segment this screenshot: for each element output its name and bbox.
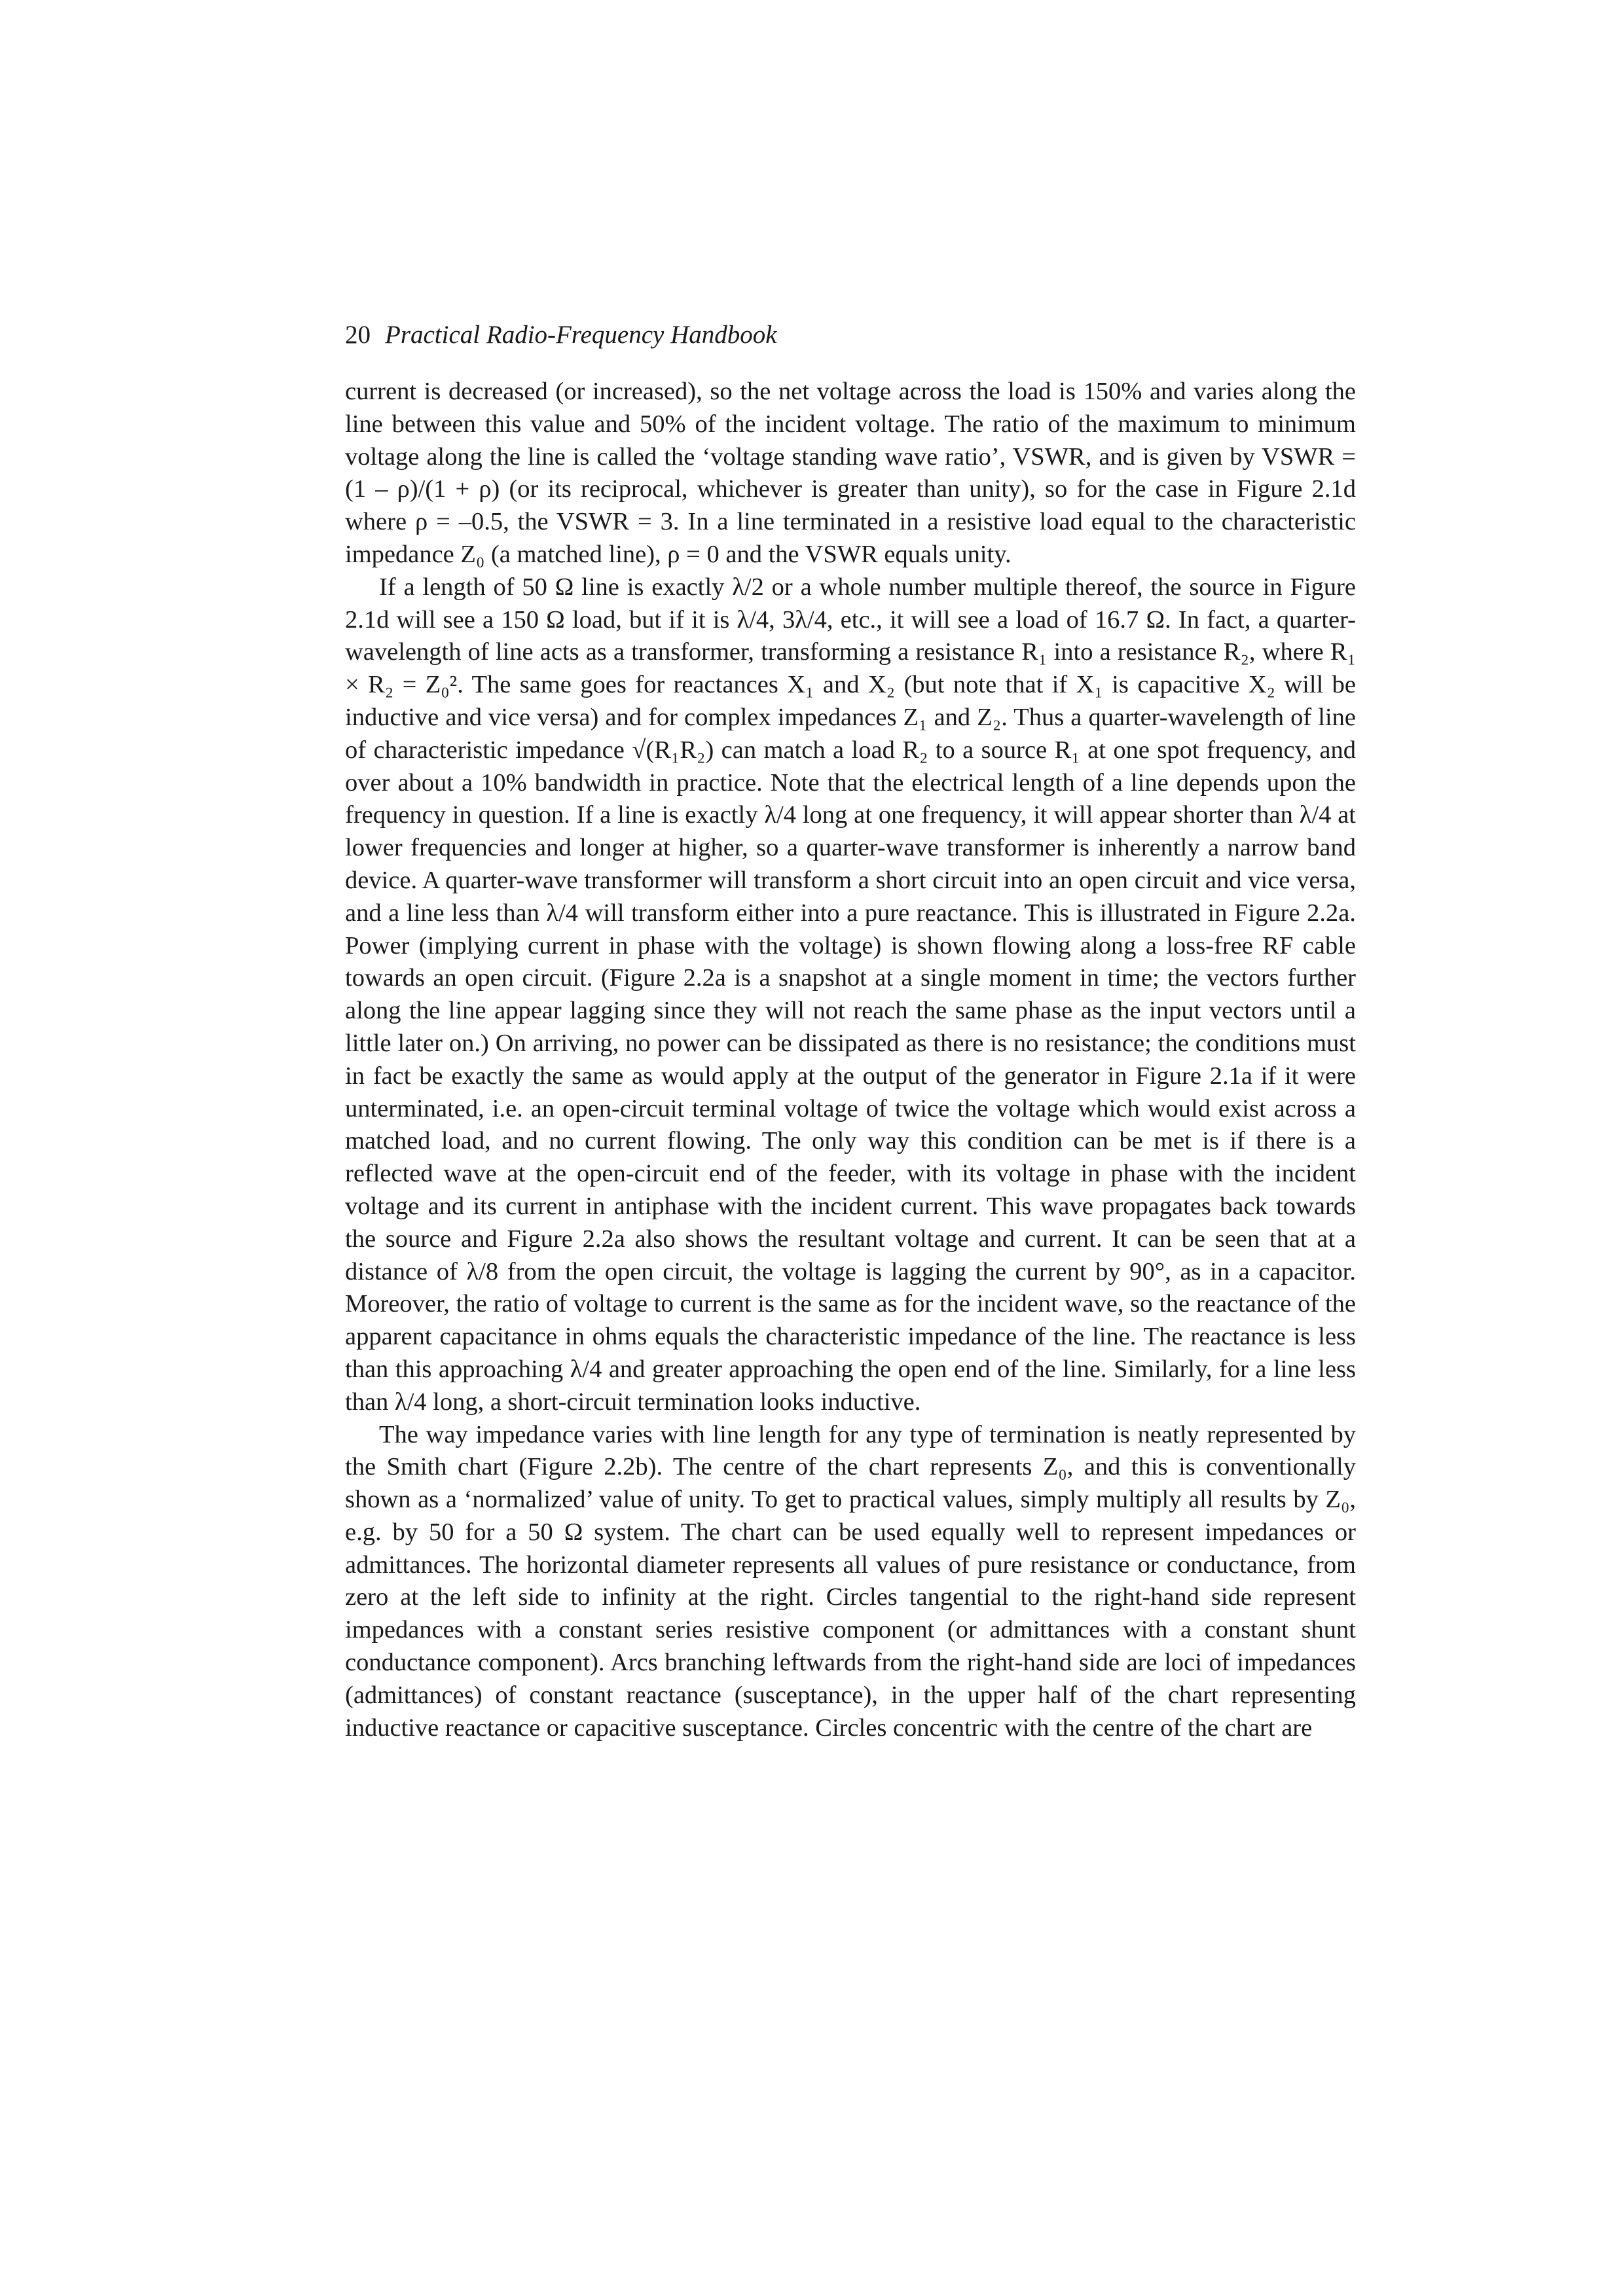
book-page <box>345 318 1356 1744</box>
page-number: 20 <box>345 321 371 349</box>
book-title: Practical Radio-Frequency Handbook <box>385 321 777 349</box>
paragraph-vswr: current is decreased (or increased), so the net voltage across the load is 150% and varies along the line between this value and 50% of the incident voltage. The ratio of the maximum to minimum voltage along the line is called the ‘voltage standing wave ratio’, VSWR, and is given by VSWR = (1 – ρ)/(1 + ρ) (or its reciprocal, whichever is greater than unity), so for the case in Figure 2.1d where ρ = –0.5, the VSWR = 3. In a line terminated in a resistive load equal to the characteristic impedance Z₀ (a matched line), ρ = 0 and the VSWR equals unity. <box>345 378 1356 568</box>
paragraph-smith-chart: The way impedance varies with line length for any type of termination is neatly represented by the Smith chart (Figure 2.2b). The centre of the chart represents Z₀, and this is conventionally shown as a ‘normalized’ value of unity. To get to practical values, simply multiply all results by Z₀, e.g. by 50 for a 50 Ω system. The chart can be used equally well to represent impedances or admittances. The horizontal diameter represents all values of pure resistance or conductance, from zero at the left side to infinity at the right. Circles tangential to the right-hand side represent impedances with a constant series resistive component (or admittances with a constant shunt conductance component). Arcs branching leftwards from the right-hand side are loci of impedances (admittances) of constant reactance (susceptance), in the upper half of the chart representing inductive reactance or capacitive susceptance. Circles concentric with the centre of the chart are <box>345 1420 1356 1742</box>
running-head <box>345 318 1356 352</box>
paragraph-quarter-wave-transformer: If a length of 50 Ω line is exactly λ/2 or a whole number multiple thereof, the source in Figure 2.1d will see a 150 Ω load, but if it is λ/4, 3λ/4, etc., it will see a load of 16.7 Ω. In fact, a quarter-wavelength of line acts as a transformer, transforming a resistance R₁ into a resistance R₂, where R₁ × R₂ = Z₀². The same goes for reactances X₁ and X₂ (but note that if X₁ is capacitive X₂ will be inductive and vice versa) and for complex impedances Z₁ and Z₂. Thus a quarter-wavelength of line of characteristic impedance √(R₁R₂) can match a load R₂ to a source R₁ at one spot frequency, and over about a 10% bandwidth in practice. Note that the electrical length of a line depends upon the frequency in question. If a line is exactly λ/4 long at one frequency, it will appear shorter than λ/4 at lower frequencies and longer at higher, so a quarter-wave transformer is inherently a narrow band device. A quarter-wave transformer will transform a short circuit into an open circuit and vice versa, and a line less than λ/4 will transform either into a pure reactance. This is illustrated in Figure 2.2a. Power (implying current in phase with the voltage) is shown flowing along a loss-free RF cable towards an open circuit. (Figure 2.2a is a snapshot at a single moment in time; the vectors further along the line appear lagging since they will not reach the same phase as the input vectors until a little later on.) On arriving, no power can be dissipated as there is no resistance; the conditions must in fact be exactly the same as would apply at the output of the generator in Figure 2.1a if it were unterminated, i.e. an open-circuit terminal voltage of twice the voltage which would exist across a matched load, and no current flowing. The only way this condition can be met is if there is a reflected wave at the open-circuit end of the feeder, with its voltage in phase with the incident voltage and its current in antiphase with the incident current. This wave propagates back towards the source and Figure 2.2a also shows the resultant voltage and current. It can be seen that at a distance of λ/8 from the open circuit, the voltage is lagging the current by 90°, as in a capacitor. Moreover, the ratio of voltage to current is the same as for the incident wave, so the reactance of the apparent capacitance in ohms equals the characteristic impedance of the line. The reactance is less than this approaching λ/4 and greater approaching the open end of the line. Similarly, for a line less than λ/4 long, a short-circuit termination looks inductive. <box>345 573 1356 1416</box>
body-text <box>345 376 1356 1744</box>
